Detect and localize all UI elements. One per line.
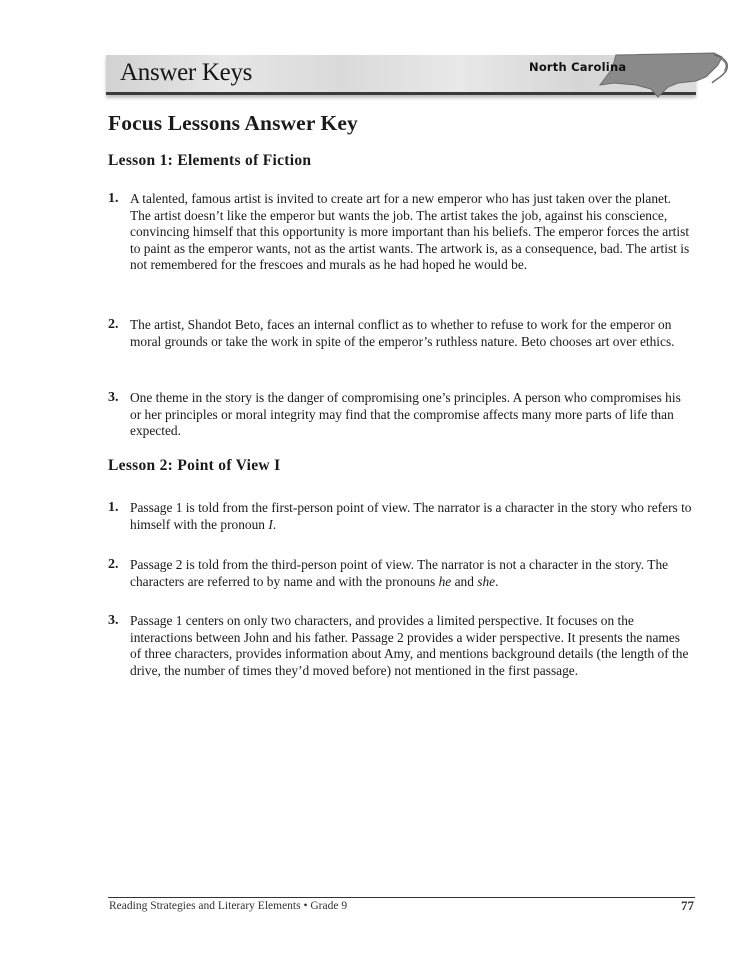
answer-number: 3.: [108, 390, 119, 405]
answer-text: Passage 1 is told from the first-person point of view. The narrator is a character in the story who refers to himself with the pronoun I.: [130, 500, 692, 532]
banner-title: Answer Keys: [120, 59, 253, 86]
answer-number: 1.: [108, 500, 119, 515]
header-banner: [106, 55, 696, 95]
pronoun-emphasis: he: [438, 573, 452, 589]
answer-number: 3.: [108, 613, 119, 628]
lesson-1-heading: Lesson 1: Elements of Fiction: [108, 152, 312, 169]
footer-book-title: Reading Strategies and Literary Elements • Grade 9: [109, 900, 348, 912]
lesson-2-answer-3: [108, 613, 693, 679]
lesson-1-answer-1: [108, 191, 693, 274]
state-label: North Carolina: [529, 60, 627, 74]
lesson-2-answer-1: [108, 500, 693, 533]
answer-number: 2.: [108, 557, 119, 572]
north-carolina-map-icon: [596, 49, 746, 107]
page-number: 77: [681, 898, 694, 913]
lesson-1-answer-3: [108, 390, 693, 440]
footer-divider: [108, 897, 695, 898]
answer-number: 1.: [108, 191, 119, 206]
answer-text: The artist, Shandot Beto, faces an internal conflict as to whether to refuse to work for the emperor on moral grounds or take the work in spite of the emperor’s ruthless nature. Beto chooses art over ethics.: [130, 317, 675, 349]
page-title: Focus Lessons Answer Key: [108, 111, 358, 135]
pronoun-emphasis: she: [477, 573, 496, 589]
lesson-1-answer-2: [108, 317, 693, 350]
answer-text: A talented, famous artist is invited to create art for a new emperor who has just taken over the planet. The artist doesn’t like the emperor but wants the job. The artist takes the job, against his conscience, convincing himself that this opportunity is more important than his beliefs. The emperor forces the artist to paint as the emperor wants, not as the artist wants. The artwork is, as a consequence, bad. The artist is not remembered for the frescoes and murals as he had hoped he would be.: [130, 191, 690, 273]
pronoun-emphasis: I: [268, 516, 273, 532]
answer-number: 2.: [108, 317, 119, 332]
answer-text: One theme in the story is the danger of compromising one’s principles. A person who compromises his or her principles or moral integrity may find that the compromise affects many more parts of life than expected.: [130, 390, 681, 439]
state-badge: [506, 55, 696, 92]
lesson-2-answer-2: [108, 557, 693, 590]
lesson-2-heading: Lesson 2: Point of View I: [108, 457, 281, 474]
answer-text: Passage 2 is told from the third-person point of view. The narrator is not a character in the story. The characters are referred to by name and with the pronouns he and she.: [130, 557, 669, 589]
answer-text: Passage 1 centers on only two characters, and provides a limited perspective. It focuses on the interactions between John and his father. Passage 2 provides a wider perspective. It presents the names of three characters, provides information about Amy, and mentions background details (the length of the drive, the number of times they’d moved before) not mentioned in the first passage.: [130, 613, 689, 678]
